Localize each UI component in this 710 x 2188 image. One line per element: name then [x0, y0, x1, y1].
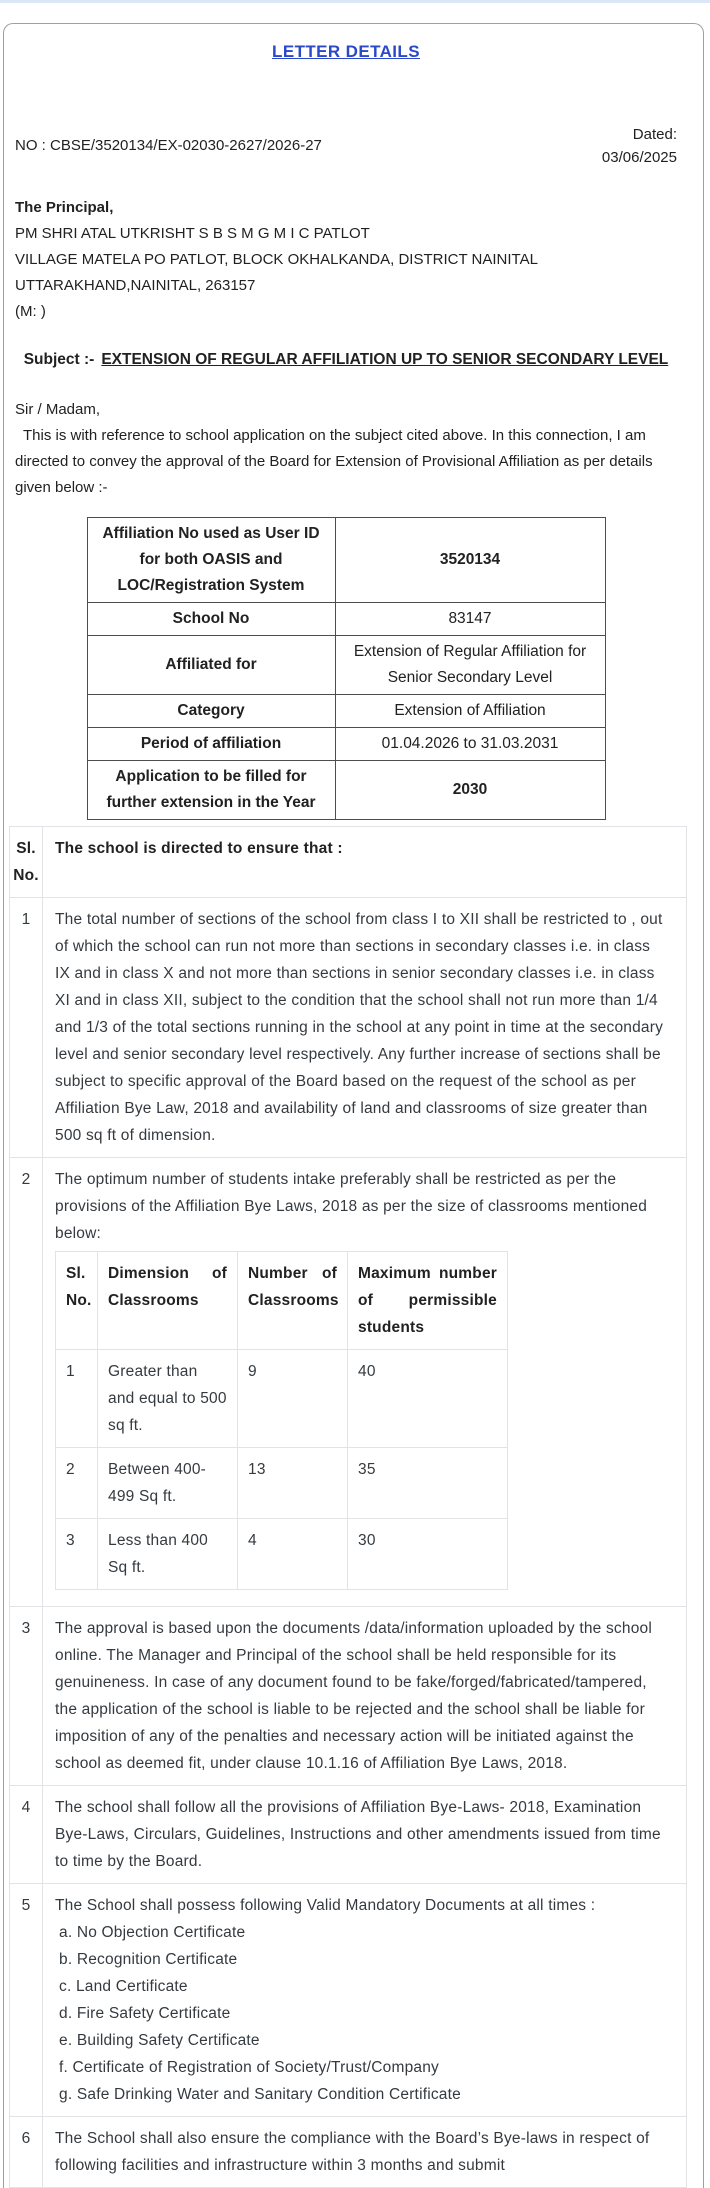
list-item: a. No Objection Certificate	[59, 1924, 246, 1941]
table-row	[87, 695, 605, 728]
classroom-cell: 3	[56, 1519, 98, 1590]
recipient-block	[15, 195, 677, 325]
conditions-table	[9, 826, 687, 2188]
condition-text-cell: The total number of sections of the school from class I to XII shall be restricted to , out of which the school can run not more than sections in secondary classes i.e. in class IX and in class X and not more than sections in senior secondary classes i.e. in class XI and in class XII, subject to the condition that the school shall not run more than 1/4 and 1/3 of the total sections running in the school at any point in time at the secondary level and senior secondary level respectively. Any further increase of sections shall be subject to specific approval of the Board based on the request of the school as per Affiliation Bye Law, 2018 and availability of land and classrooms of size greater than 500 sq ft of dimension.	[43, 898, 687, 1158]
classroom-header-cell: Number of Classrooms	[238, 1252, 348, 1350]
dated-label: Dated:	[632, 126, 677, 143]
recipient-school-name: PM SHRI ATAL UTKRISHT S B S M G M I C PATLOT	[15, 225, 370, 242]
classroom-cell: 40	[348, 1350, 508, 1448]
list-item: f. Certificate of Registration of Society/Trust/Company	[59, 2059, 439, 2076]
classroom-cell: 13	[238, 1448, 348, 1519]
classroom-cell: 30	[348, 1519, 508, 1590]
letter-date: 03/06/2025	[601, 149, 677, 166]
mandatory-documents-list	[55, 1919, 664, 2108]
condition-text-cell	[43, 1884, 687, 2117]
classroom-cell: 35	[348, 1448, 508, 1519]
classroom-cell: 4	[238, 1519, 348, 1590]
letter-card	[3, 23, 704, 2188]
subject-text: EXTENSION OF REGULAR AFFILIATION UP TO SENIOR SECONDARY LEVEL	[101, 351, 669, 368]
condition-text: The School shall possess following Valid Mandatory Documents at all times :	[55, 1897, 596, 1914]
subject-line	[15, 347, 677, 373]
classroom-header-row	[56, 1252, 508, 1350]
condition-text: The optimum number of students intake preferably shall be restricted as per the provisions of the Affiliation Bye Laws, 2018 as per the size of classrooms mentioned below:	[55, 1171, 648, 1242]
conditions-header-row	[10, 827, 687, 898]
subject-label: Subject :-	[23, 351, 95, 368]
condition-number-cell: 6	[10, 2117, 43, 2188]
classroom-cell: Less than 400 Sq ft.	[98, 1519, 238, 1590]
affiliation-label-cell: Affiliation No used as User ID for both OASIS and LOC/Registration System	[87, 518, 335, 603]
table-row	[56, 1519, 508, 1590]
table-row	[10, 1158, 687, 1607]
recipient-designation: The Principal,	[15, 199, 114, 216]
condition-text-cell: The School shall also ensure the compliance with the Board’s Bye-laws in respect of following facilities and infrastructure within 3 months and submit	[43, 2117, 687, 2188]
intro-paragraph: This is with reference to school application on the subject cited above. In this connection, I am directed to convey the approval of the Board for Extension of Provisional Affiliation as per details given below :-	[15, 427, 653, 496]
reference-row	[15, 123, 677, 169]
sl-no-header-cell: Sl. No.	[10, 827, 43, 898]
classroom-header-cell: Maximum number of permissible students	[348, 1252, 508, 1350]
table-row	[10, 1786, 687, 1884]
table-row	[56, 1448, 508, 1519]
affiliation-value-cell: Extension of Regular Affiliation for Senior Secondary Level	[335, 636, 605, 695]
list-item: b. Recognition Certificate	[59, 1951, 238, 1968]
greeting: Sir / Madam,	[15, 401, 101, 418]
condition-number-cell: 2	[10, 1158, 43, 1607]
classroom-header-cell: Sl. No.	[56, 1252, 98, 1350]
list-item: d. Fire Safety Certificate	[59, 2005, 231, 2022]
table-row	[10, 2117, 687, 2188]
classroom-cell: Between 400-499 Sq ft.	[98, 1448, 238, 1519]
table-row	[87, 603, 605, 636]
top-accent-strip	[0, 0, 710, 3]
list-item: c. Land Certificate	[59, 1978, 188, 1995]
affiliation-value-cell: 83147	[335, 603, 605, 636]
table-row	[10, 1607, 687, 1786]
affiliation-value-cell: 01.04.2026 to 31.03.2031	[335, 728, 605, 761]
affiliation-label-cell: Category	[87, 695, 335, 728]
table-row	[10, 898, 687, 1158]
classroom-size-table	[55, 1251, 508, 1590]
affiliation-label-cell: School No	[87, 603, 335, 636]
page-title[interactable]: LETTER DETAILS	[272, 42, 420, 61]
letter-section	[4, 24, 703, 820]
table-row	[10, 1884, 687, 2117]
recipient-address-line1: VILLAGE MATELA PO PATLOT, BLOCK OKHALKANDA, DISTRICT NAINITAL	[15, 251, 538, 268]
condition-text-cell	[43, 1158, 687, 1607]
condition-text-cell: The approval is based upon the documents /data/information uploaded by the school online. The Manager and Principal of the school shall be held responsible for its genuineness. In case of any document found to be fake/forged/fabricated/tampered, the application of the school is liable to be rejected and the school shall be liable for imposition of any of the penalties and necessary action will be initiated against the school as deemed fit, under clause 10.1.16 of Affiliation Bye Laws, 2018.	[43, 1607, 687, 1786]
condition-number-cell: 5	[10, 1884, 43, 2117]
recipient-address-line2: UTTARAKHAND,NAINITAL, 263157	[15, 277, 256, 294]
condition-text-cell: The school shall follow all the provisions of Affiliation Bye-Laws- 2018, Examination Bye-Laws, Circulars, Guidelines, Instructions and other amendments issued from time to time by the Board.	[43, 1786, 687, 1884]
condition-number-cell: 3	[10, 1607, 43, 1786]
condition-number-cell: 1	[10, 898, 43, 1158]
affiliation-details-table	[87, 517, 606, 820]
affiliation-label-cell: Period of affiliation	[87, 728, 335, 761]
affiliation-label-cell: Affiliated for	[87, 636, 335, 695]
table-row	[87, 728, 605, 761]
affiliation-value-cell: 3520134	[335, 518, 605, 603]
letter-ref-no: NO : CBSE/3520134/EX-02030-2627/2026-27	[15, 137, 322, 154]
classroom-cell: 9	[238, 1350, 348, 1448]
recipient-mobile: (M: )	[15, 303, 46, 320]
table-row	[87, 518, 605, 603]
conditions-title-cell: The school is directed to ensure that :	[43, 827, 687, 898]
affiliation-value-cell: 2030	[335, 761, 605, 820]
table-row	[56, 1350, 508, 1448]
classroom-cell: 1	[56, 1350, 98, 1448]
date-block	[602, 123, 677, 169]
list-item: g. Safe Drinking Water and Sanitary Condition Certificate	[59, 2086, 461, 2103]
table-row	[87, 636, 605, 695]
affiliation-value-cell: Extension of Affiliation	[335, 695, 605, 728]
condition-number-cell: 4	[10, 1786, 43, 1884]
affiliation-label-cell: Application to be filled for further extension in the Year	[87, 761, 335, 820]
list-item: e. Building Safety Certificate	[59, 2032, 260, 2049]
classroom-header-cell: Dimension of Classrooms	[98, 1252, 238, 1350]
classroom-cell: Greater than and equal to 500 sq ft.	[98, 1350, 238, 1448]
table-row	[87, 761, 605, 820]
classroom-cell: 2	[56, 1448, 98, 1519]
